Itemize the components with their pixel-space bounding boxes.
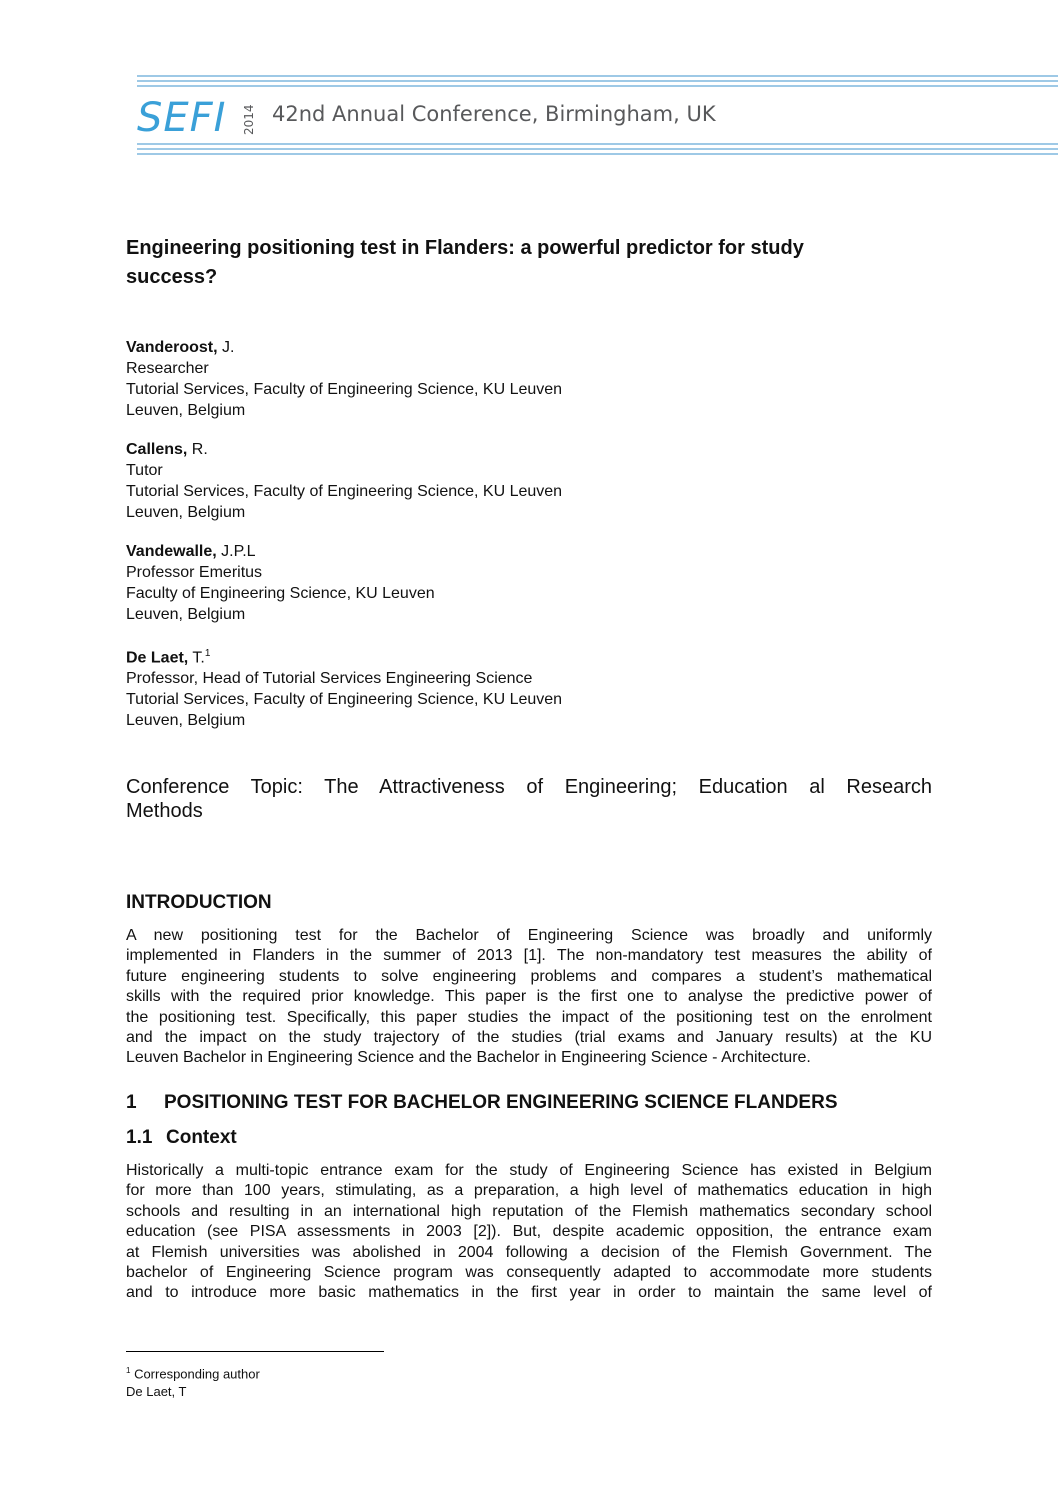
author-affiliation: Faculty of Engineering Science, KU Leuven [126, 585, 435, 602]
author-block [126, 439, 562, 523]
paragraph-line: for more than 100 years, stimulating, as a preparation, a high level of mathematics education in high [126, 1182, 932, 1200]
section-heading-introduction: INTRODUCTION [126, 892, 272, 913]
footnote [126, 1362, 260, 1401]
header-rule-bottom-3 [137, 153, 1058, 155]
paper-title-line: success? [126, 266, 218, 288]
header-rule-top-2 [137, 80, 1058, 82]
author-role: Tutor [126, 462, 163, 479]
footnote-rule [126, 1351, 384, 1352]
paragraph-line: at Flemish universities was abolished in 2004 following a decision of the Flemish Government. The [126, 1243, 932, 1261]
author-role: Professor, Head of Tutorial Services Engineering Science [126, 670, 533, 688]
header-rule-top-1 [137, 75, 1058, 77]
author-role: Researcher [126, 360, 209, 377]
paragraph-line: implemented in Flanders in the summer of 2013 [1]. The non-mandatory test measures the ability of [126, 947, 932, 965]
author-location: Leuven, Belgium [126, 504, 246, 521]
author-location: Leuven, Belgium [126, 712, 246, 730]
header-rule-bottom-1 [137, 143, 1058, 145]
footnote-text: Corresponding author [130, 1366, 260, 1382]
author-block [126, 643, 562, 731]
author-role: Professor Emeritus [126, 564, 263, 581]
section-title: Context [166, 1127, 237, 1148]
footnote-number: 1 [126, 1366, 131, 1375]
author-name: De Laet, [126, 649, 189, 667]
paragraph-line: future engineering students to solve engineering problems and compares a student’s mathematical [126, 967, 932, 985]
author-initials: J. [217, 339, 235, 356]
section-title: POSITIONING TEST FOR BACHELOR ENGINEERING SCIENCE FLANDERS [164, 1092, 838, 1113]
author-block [126, 337, 562, 421]
section-heading-1-1 [126, 1127, 237, 1149]
author-initials: T. [188, 649, 205, 667]
sefi-logo [137, 95, 257, 137]
section-number: 1.1 [126, 1127, 153, 1148]
section-number: 1 [126, 1092, 137, 1113]
paragraph-line: Leuven Bachelor in Engineering Science and the Bachelor in Engineering Science - Architecture. [126, 1049, 811, 1067]
header-rule-top-3 [137, 85, 1058, 87]
header-rule-bottom-2 [137, 148, 1058, 150]
conference-topic [126, 775, 932, 823]
paragraph-line: education (see PISA assessments in 2003 [2]). But, despite academic opposition, the entrance exam [126, 1223, 932, 1241]
author-initials: J.P.L [216, 543, 256, 560]
sefi-logo-text: SEFI [137, 95, 227, 137]
conference-topic-line: Methods [126, 800, 203, 822]
author-affiliation: Tutorial Services, Faculty of Engineering Science, KU Leuven [126, 483, 563, 500]
context-paragraph [126, 1161, 932, 1304]
footnote-marker[interactable]: 1 [204, 648, 211, 659]
paragraph-line: skills with the required prior knowledge. This paper is the first one to analyse the predictive power of [126, 988, 932, 1006]
sefi-logo-year: 2014 [242, 104, 256, 135]
author-location: Leuven, Belgium [126, 402, 246, 419]
author-location: Leuven, Belgium [126, 606, 246, 623]
author-affiliation: Tutorial Services, Faculty of Engineering Science, KU Leuven [126, 691, 563, 709]
footnote-author: De Laet, T [126, 1384, 187, 1400]
section-heading-1 [126, 1092, 838, 1114]
author-name: Callens, [126, 441, 188, 458]
paragraph-line: schools and resulting in an international high reputation of the Flemish mathematics secondary school [126, 1202, 932, 1220]
paragraph-line: A new positioning test for the Bachelor of Engineering Science was broadly and uniformly [126, 927, 932, 944]
paragraph-line: the positioning test. Specifically, this paper studies the impact of the positioning test on the enrolment [126, 1008, 932, 1026]
paragraph-line: and to introduce more basic mathematics in the first year in order to maintain the same level of [126, 1284, 932, 1302]
paragraph-line: bachelor of Engineering Science program was consequently adapted to accommodate more students [126, 1264, 932, 1282]
paper-title [126, 234, 886, 292]
conference-name: 42nd Annual Conference, Birmingham, UK [272, 102, 716, 126]
author-affiliation: Tutorial Services, Faculty of Engineering Science, KU Leuven [126, 381, 563, 398]
paragraph-line: Historically a multi-topic entrance exam for the study of Engineering Science has existed in Belgium [126, 1162, 932, 1179]
paragraph-line: and the impact on the study trajectory of the studies (trial exams and January results) at the KU [126, 1029, 932, 1047]
author-block [126, 541, 435, 625]
author-name: Vandewalle, [126, 543, 217, 560]
author-initials: R. [187, 441, 208, 458]
introduction-paragraph [126, 926, 932, 1069]
conference-topic-line: Conference Topic: The Attractiveness of Engineering; Education al Research [126, 776, 932, 798]
author-name: Vanderoost, [126, 339, 218, 356]
paper-title-line: Engineering positioning test in Flanders: a powerful predictor for study [126, 237, 804, 259]
